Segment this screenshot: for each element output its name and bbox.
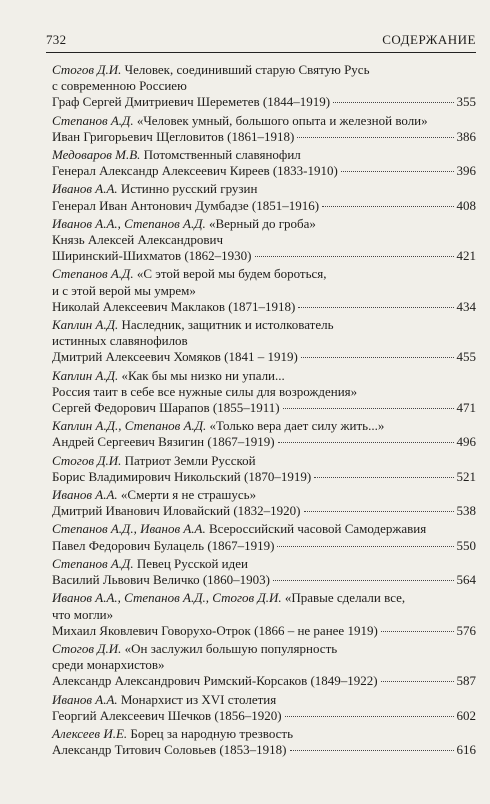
entry-heading (52, 113, 476, 129)
entry-title-continued: и с этой верой мы умрем» (52, 282, 196, 298)
toc-entry (52, 266, 476, 315)
toc-entry (52, 641, 476, 690)
entry-heading (52, 726, 476, 742)
entry-author: Иванов А.А., Степанов А.Д., Стогов Д.И. (52, 590, 282, 606)
entry-page-number: 421 (456, 248, 476, 264)
entry-heading (52, 181, 476, 197)
entry-subject: Георгий Алексеевич Шечков (1856–1920) (52, 707, 282, 723)
entry-page-number: 396 (456, 163, 476, 179)
running-head: СОДЕРЖАНИЕ (382, 32, 476, 47)
entry-author: Иванов А.А., Степанов А.Д. (52, 215, 206, 231)
entry-title: «Человек умный, большого опыта и железной воли» (136, 112, 428, 128)
entry-page-number: 355 (456, 94, 476, 110)
entry-subject-line (52, 248, 476, 264)
entry-title: Всероссийский часовой Самодержавия (208, 521, 427, 537)
entry-subject-line (52, 349, 476, 365)
entry-heading (52, 418, 476, 434)
dot-leader (333, 102, 453, 103)
dot-leader (381, 631, 454, 632)
entry-subject-line (52, 673, 476, 689)
entry-subject-line (52, 129, 476, 145)
entry-title: «Он заслужил большую популярность (124, 640, 338, 656)
entry-subject: Александр Александрович Римский-Корсаков (1849–1922) (52, 673, 378, 689)
entry-page-number: 616 (456, 742, 476, 758)
entry-title: Потомственный славянофил (143, 147, 301, 163)
toc-entry (52, 317, 476, 366)
entry-subject: Сергей Федорович Шарапов (1855–1911) (52, 400, 280, 416)
entry-heading (52, 692, 476, 708)
toc-entry (52, 487, 476, 519)
entry-subject-line (52, 198, 476, 214)
entry-page-number: 538 (456, 503, 476, 519)
entry-heading (52, 147, 476, 163)
entry-title: Певец Русской идеи (136, 555, 248, 571)
entry-page-number: 550 (456, 537, 476, 553)
entry-heading (52, 216, 476, 232)
entry-subject-line (52, 400, 476, 416)
entry-subject-line (52, 572, 476, 588)
entry-subject: Дмитрий Иванович Иловайский (1832–1920) (52, 503, 301, 519)
dot-leader (314, 477, 453, 478)
entry-heading (52, 453, 476, 469)
toc-entry (52, 521, 476, 553)
entry-subject: Дмитрий Алексеевич Хомяков (1841 – 1919) (52, 349, 298, 365)
entry-subject: Александр Титович Соловьев (1853–1918) (52, 742, 287, 758)
entry-page-number: 602 (456, 707, 476, 723)
entry-title: «С этой верой мы будем бороться, (136, 266, 327, 282)
entry-heading (52, 266, 476, 282)
dot-leader (381, 681, 454, 682)
entry-title-continued: что могли» (52, 606, 114, 622)
dot-leader (297, 137, 453, 138)
entry-subject-line (52, 469, 476, 485)
dot-leader (298, 307, 453, 308)
dot-leader (283, 408, 454, 409)
entry-author: Каплин А.Д. (52, 367, 119, 383)
dot-leader (255, 256, 454, 257)
entry-subject: Борис Владимирович Никольский (1870–1919) (52, 468, 312, 484)
entry-subject: Михаил Яковлевич Говорухо-Отрок (1866 – не ранее 1919) (52, 622, 378, 638)
toc-entry (52, 181, 476, 213)
entry-author: Степанов А.Д. (52, 266, 134, 282)
entry-page-number: 471 (456, 400, 476, 416)
entry-author: Стогов Д.И. (52, 452, 122, 468)
entry-heading (52, 487, 476, 503)
entry-subject-line (52, 538, 476, 554)
toc-entry (52, 368, 476, 417)
entry-title-continued: Князь Алексей Александрович (52, 232, 224, 248)
entry-author: Иванов А.А. (52, 691, 118, 707)
toc-entry (52, 216, 476, 265)
dot-leader (277, 546, 453, 547)
entry-subject-line (52, 163, 476, 179)
entry-subject: Павел Федорович Булацель (1867–1919) (52, 537, 275, 553)
entry-title-continued: с современною Россиею (52, 78, 187, 94)
entry-title: Наследник, защитник и истолкователь (121, 317, 334, 333)
toc-entry (52, 418, 476, 450)
entry-title: «Как бы мы низко ни упали... (121, 367, 285, 383)
dot-leader (290, 750, 454, 751)
entry-author: Степанов А.Д., Иванов А.А. (52, 521, 206, 537)
entry-subject-line (52, 434, 476, 450)
entry-title-continued: Россия таит в себе все нужные силы для возрождения» (52, 383, 358, 399)
entry-heading (52, 368, 476, 384)
dot-leader (278, 442, 454, 443)
entry-author: Иванов А.А. (52, 487, 118, 503)
entry-title-continued: среди монархистов» (52, 657, 165, 673)
entry-heading (52, 641, 476, 657)
dot-leader (285, 716, 454, 717)
toc-entry (52, 726, 476, 758)
entry-heading (52, 521, 476, 537)
toc-entry (52, 556, 476, 588)
entry-subject-line (52, 708, 476, 724)
dot-leader (301, 357, 454, 358)
dot-leader (322, 206, 453, 207)
toc-entry (52, 62, 476, 111)
entry-title: Человек, соединивший старую Святую Русь (124, 62, 370, 77)
entry-author: Каплин А.Д., Степанов А.Д. (52, 418, 207, 434)
page-number: 732 (46, 32, 67, 47)
entry-heading (52, 62, 476, 78)
entry-title: Монархист из XVI столетия (120, 691, 277, 707)
entry-subject: Граф Сергей Дмитриевич Шереметев (1844–1919) (52, 94, 331, 110)
entry-subject: Генерал Александр Алексеевич Киреев (1833-1910) (52, 163, 338, 179)
entry-author: Каплин А.Д. (52, 317, 119, 333)
toc-entry (52, 147, 476, 179)
entry-title-continued: истинных славянофилов (52, 333, 188, 349)
toc-entry (52, 453, 476, 485)
entry-title: «Правые сделали все, (284, 590, 406, 606)
entry-page-number: 576 (456, 622, 476, 638)
entry-subject-line (52, 299, 476, 315)
entry-author: Степанов А.Д. (52, 555, 134, 571)
entry-subject: Николай Алексеевич Маклаков (1871–1918) (52, 298, 296, 314)
entry-page-number: 434 (456, 298, 476, 314)
entry-title: «Смерти я не страшусь» (120, 487, 257, 503)
entry-subject: Ширинский-Шихматов (1862–1930) (52, 248, 252, 264)
contents-list (52, 62, 476, 760)
toc-entry (52, 590, 476, 639)
entry-subject-line (52, 503, 476, 519)
entry-author: Медоваров М.В. (52, 147, 141, 163)
entry-subject-line (52, 623, 476, 639)
entry-page-number: 521 (456, 468, 476, 484)
entry-author: Алексеев И.Е. (52, 725, 128, 741)
dot-leader (341, 171, 454, 172)
entry-author: Степанов А.Д. (52, 112, 134, 128)
entry-title: Истинно русский грузин (120, 181, 258, 197)
entry-subject: Василий Львович Величко (1860–1903) (52, 572, 270, 588)
entry-title: «Только вера дает силу жить...» (209, 418, 385, 434)
entry-page-number: 455 (456, 349, 476, 365)
entry-subject: Генерал Иван Антонович Думбадзе (1851–1916) (52, 197, 320, 213)
entry-subject: Иван Григорьевич Щегловитов (1861–1918) (52, 128, 295, 144)
dot-leader (304, 511, 454, 512)
entry-author: Стогов Д.И. (52, 640, 122, 656)
entry-page-number: 386 (456, 128, 476, 144)
entry-page-number: 564 (456, 572, 476, 588)
entry-page-number: 496 (456, 434, 476, 450)
entry-title: «Верный до гроба» (208, 215, 316, 231)
page-header (46, 30, 476, 53)
entry-title: Патриот Земли Русской (124, 452, 256, 468)
entry-author: Стогов Д.И. (52, 62, 122, 77)
entry-page-number: 587 (456, 673, 476, 689)
entry-heading (52, 590, 476, 606)
entry-subject-line (52, 94, 476, 110)
entry-page-number: 408 (456, 197, 476, 213)
toc-entry (52, 692, 476, 724)
dot-leader (273, 580, 454, 581)
entry-heading (52, 556, 476, 572)
toc-entry (52, 113, 476, 145)
entry-subject: Андрей Сергеевич Вязигин (1867–1919) (52, 434, 275, 450)
entry-author: Иванов А.А. (52, 181, 118, 197)
entry-subject-line (52, 742, 476, 758)
entry-heading (52, 317, 476, 333)
entry-title: Борец за народную трезвость (130, 725, 294, 741)
